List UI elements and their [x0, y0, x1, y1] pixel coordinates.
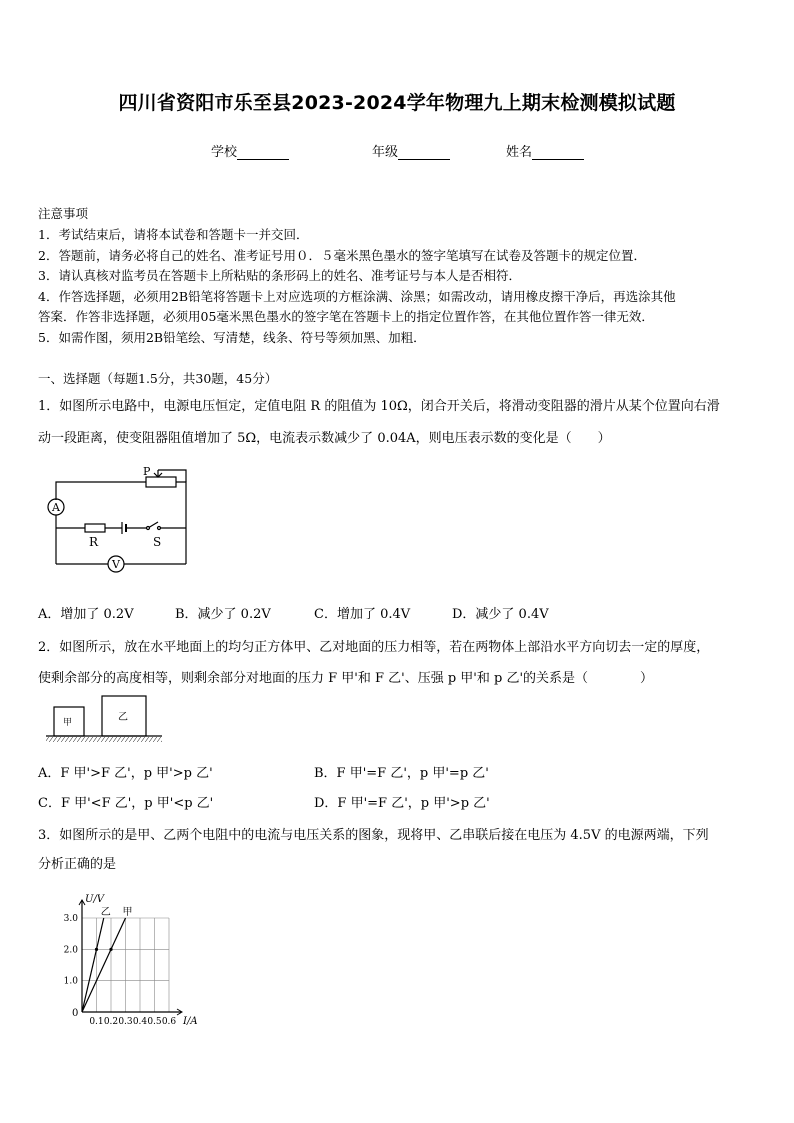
- q1-option-c: C．增加了 0.4V: [314, 607, 411, 622]
- q2-option-b: B．F 甲'=F 乙'，p 甲'=p 乙': [314, 766, 489, 781]
- y-tick-label: 2.0: [63, 945, 78, 956]
- q2-option-c: C．F 甲'<F 乙'，p 甲'<p 乙': [38, 796, 214, 811]
- x-tick-label: 0.5: [147, 1017, 162, 1027]
- cube-yi-label: 乙: [118, 712, 128, 723]
- q3-text: 3．如图所示的是甲、乙两个电阻中的电流与电压关系的图象，现将甲、乙串联后接在电压为 4.5V 的电源两端，下列: [38, 828, 709, 843]
- y-axis-label: U/V: [85, 894, 105, 905]
- y-tick-label: 1.0: [63, 976, 78, 987]
- q1-text: 动一段距离，使变阻器阻值增加了 5Ω，电流表示数减少了 0.04A，则电压表示数的变化是（ ）: [38, 431, 611, 446]
- origin-label: 0: [72, 1008, 79, 1019]
- school-blank: [237, 147, 289, 160]
- notice-item: 3．请认真核对监考员在答题卡上所粘贴的条形码上的姓名、准考证号与本人是否相符．: [38, 268, 521, 283]
- q3-ui-chart: [44, 880, 214, 1030]
- chart-grid: [82, 918, 169, 1012]
- q2-text: 使剩余部分的高度相等，则剩余部分对地面的压力 F 甲'和 F 乙'、压强 p 甲'和 p 乙'的关系是（ ）: [38, 671, 654, 686]
- y-tick-label: 3.0: [63, 914, 78, 924]
- q1-circuit-diagram: [40, 460, 200, 582]
- series-line: [82, 918, 104, 1012]
- q2-text: 2．如图所示，放在水平地面上的均匀正方体甲、乙对地面的压力相等，若在两物体上部沿水平方向切去一定的厚度，: [38, 640, 710, 655]
- x-tick-label: 0.1: [89, 1017, 104, 1027]
- q3-text: 分析正确的是: [38, 857, 117, 872]
- voltmeter-label: V: [112, 558, 120, 571]
- grade-label: 年级: [372, 145, 399, 160]
- chart-series: [82, 906, 133, 1012]
- series-label: 乙: [100, 907, 111, 918]
- q1-option-b: B．减少了 0.2V: [175, 607, 271, 622]
- notice-item: 4．作答选择题，必须用2B铅笔将答题卡上对应选项的方框涂满、涂黑；如需改动，请用橡皮擦干净后，再选涂其他: [38, 289, 676, 304]
- notice-item: 1．考试结束后，请将本试卷和答题卡一并交回．: [38, 227, 309, 242]
- series-point: [109, 948, 112, 951]
- q2-option-d: D．F 甲'=F 乙'，p 甲'>p 乙': [314, 796, 490, 811]
- notice-item: 5．如需作图，须用2B铅笔绘、写清楚，线条、符号等须加黑、加粗．: [38, 330, 426, 345]
- section-heading: 一、选择题（每题1.5分，共30题，45分）: [38, 371, 278, 386]
- slider-label: P: [143, 465, 151, 478]
- x-tick-label: 0.6: [161, 1017, 177, 1027]
- q1-text: 1．如图所示电路中，电源电压恒定，定值电阻 R 的阻值为 10Ω，闭合开关后，将滑动变阻器的滑片从某个位置向右滑: [38, 399, 720, 414]
- q2-option-a: A．F 甲'>F 乙'，p 甲'>p 乙': [38, 766, 213, 781]
- series-line: [82, 918, 126, 1012]
- cube-jia-label: 甲: [63, 718, 73, 728]
- x-tick-label: 0.3: [118, 1017, 133, 1027]
- notice-heading: 注意事项: [38, 206, 89, 221]
- grade-blank: [398, 147, 450, 160]
- q2-cubes-diagram: [44, 692, 166, 744]
- name-field: [506, 141, 584, 160]
- q1-option-d: D．减少了 0.4V: [452, 607, 549, 622]
- x-tick-label: 0.4: [132, 1017, 148, 1027]
- notice-item: 答案．作答非选择题，必须用05毫米黑色墨水的签字笔在答题卡上的指定位置作答，在其他位置作答一律无效．: [38, 309, 654, 324]
- ammeter-label: A: [52, 501, 60, 514]
- notice-item: 2．答题前，请务必将自己的姓名、准考证号用０．５毫米黑色墨水的签字笔填写在试卷及答题卡的规定位置．: [38, 248, 646, 263]
- x-tick-label: 0.2: [103, 1017, 119, 1027]
- grade-field: [372, 141, 450, 160]
- school-field: [211, 141, 289, 160]
- page-title: 四川省资阳市乐至县2023-2024学年物理九上期末检测模拟试题: [118, 92, 676, 114]
- q1-option-a: A．增加了 0.2V: [38, 607, 134, 622]
- series-label: 甲: [122, 907, 133, 918]
- series-point: [95, 948, 98, 951]
- school-label: 学校: [211, 145, 238, 160]
- x-axis-label: I/A: [183, 1016, 198, 1027]
- resistor-label: R: [89, 535, 99, 549]
- name-blank: [532, 147, 584, 160]
- switch-label: S: [153, 535, 162, 549]
- name-label: 姓名: [506, 145, 533, 160]
